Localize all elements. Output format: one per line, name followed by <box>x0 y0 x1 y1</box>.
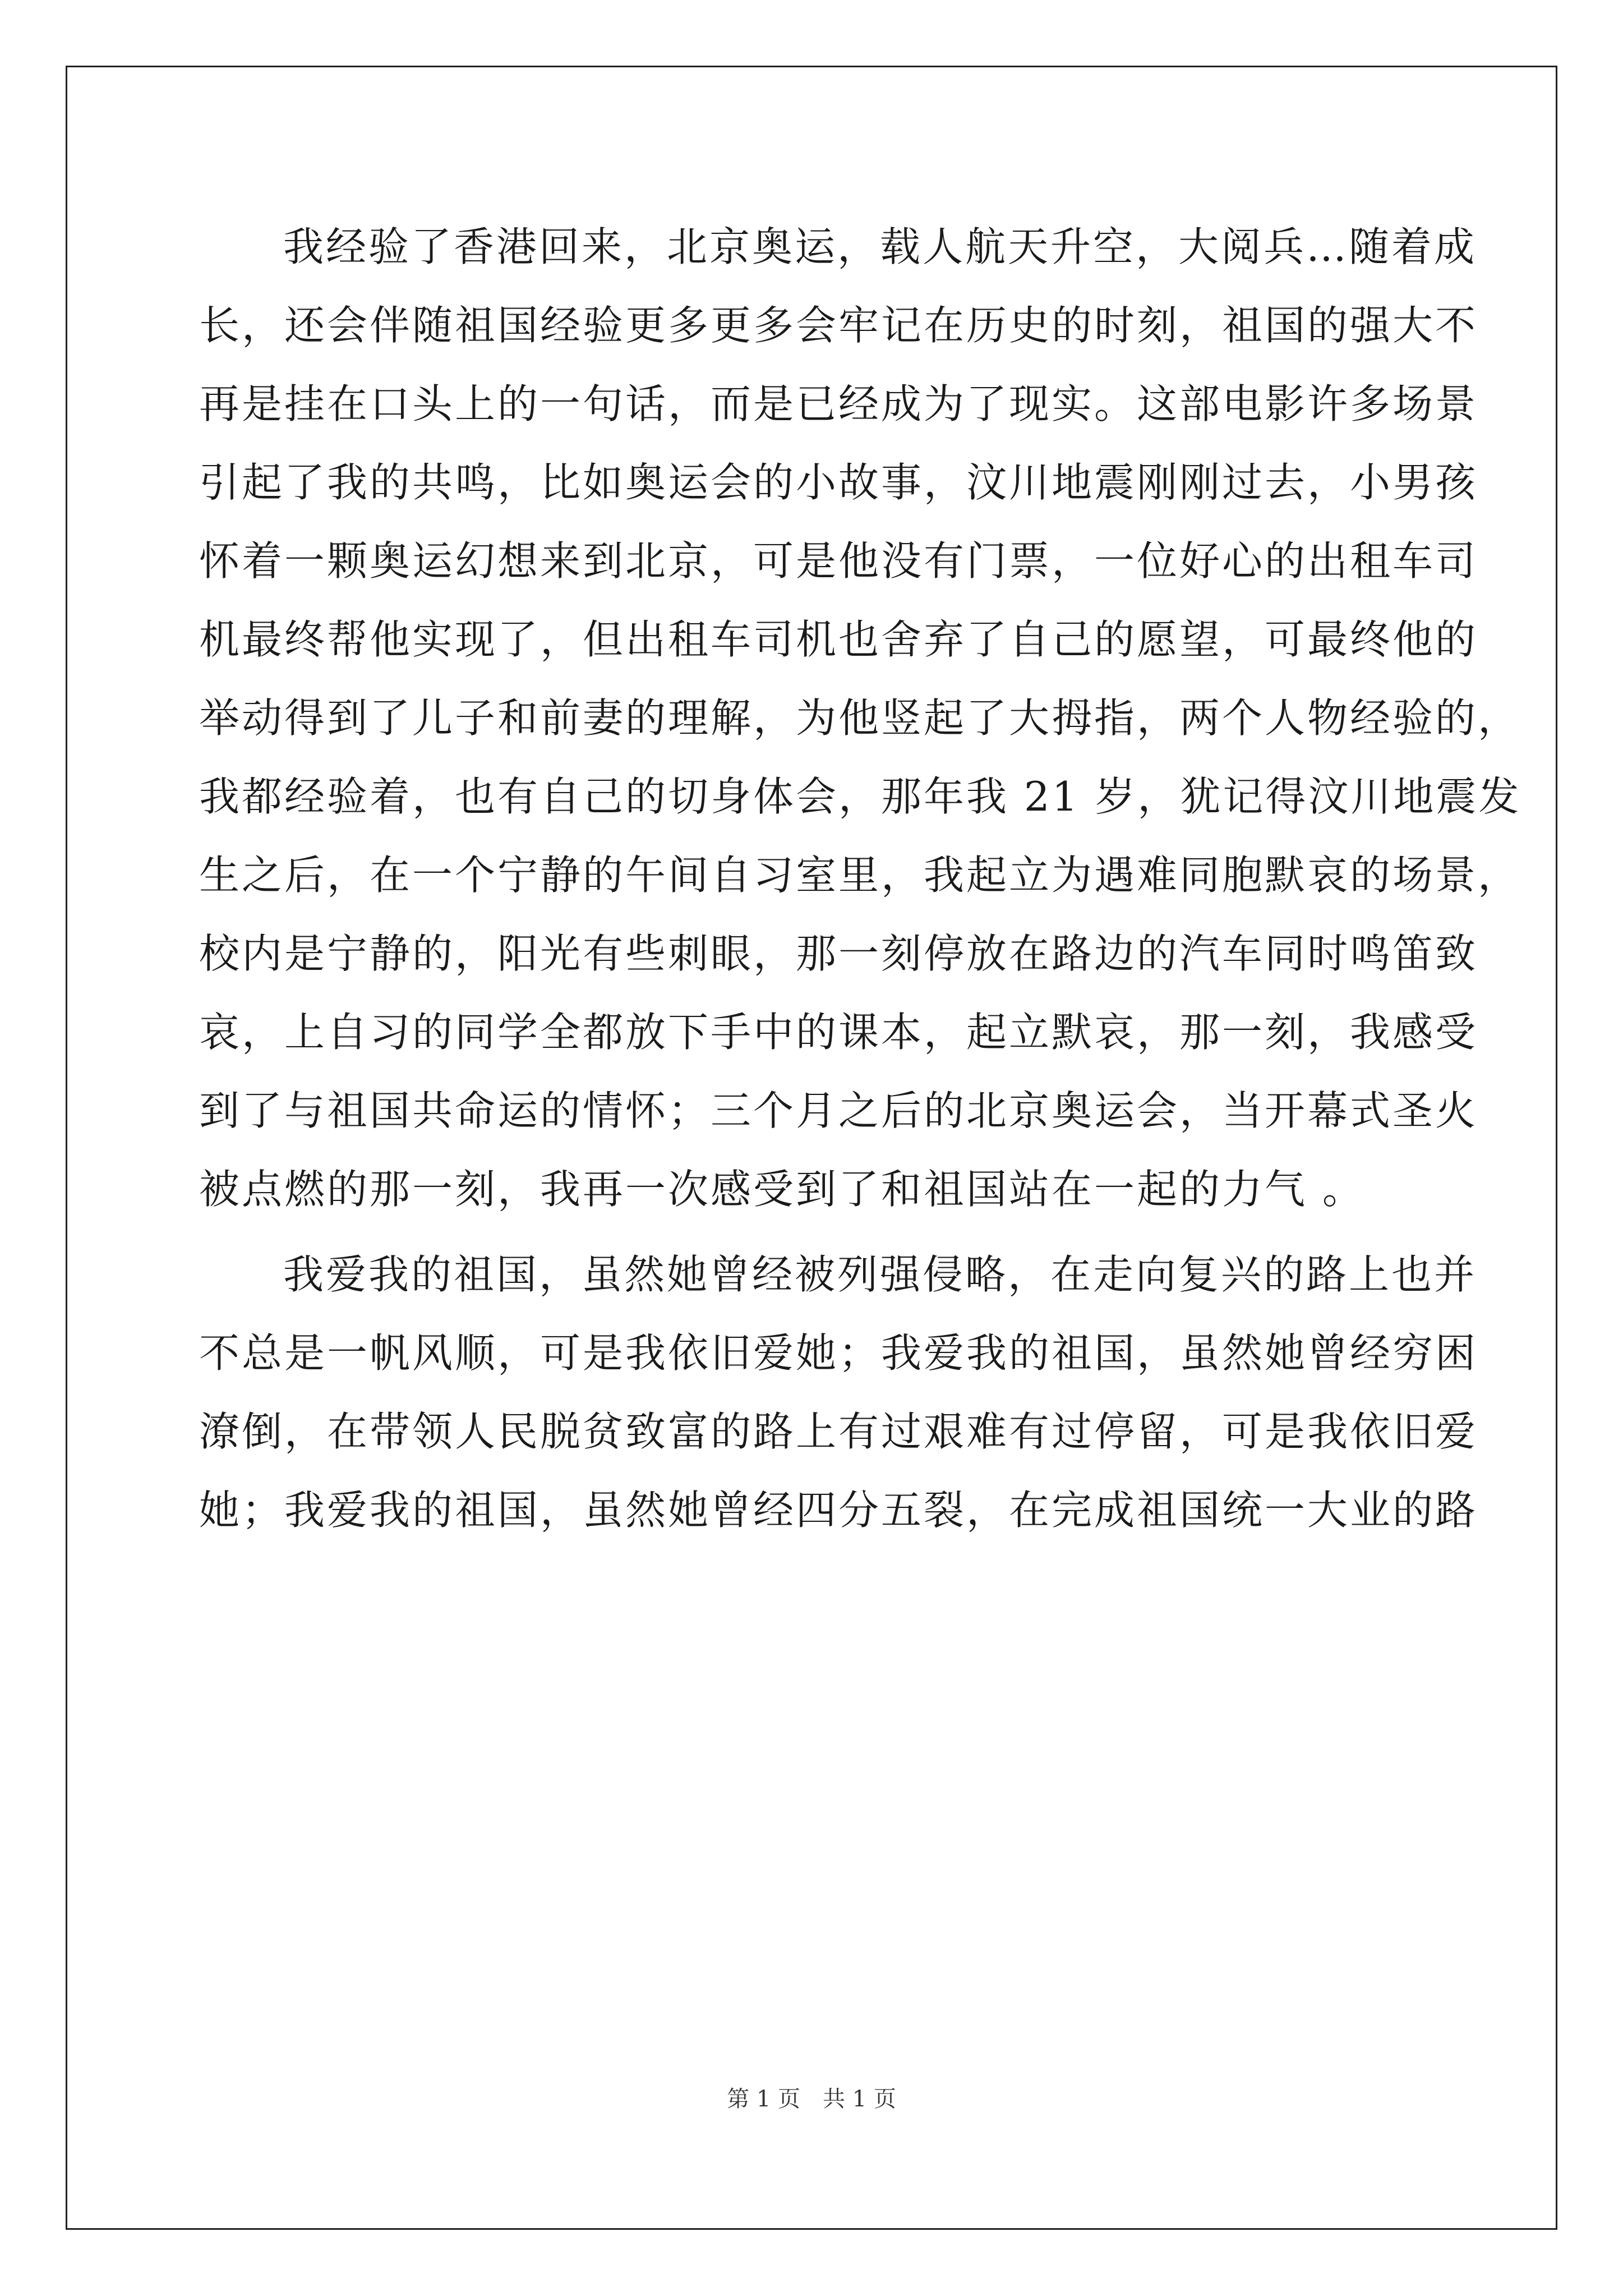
text-line: 不总是一帆风顺，可是我依旧爱她；我爱我的祖国，虽然她曾经穷困 <box>199 1329 1478 1377</box>
text-line: 到了与祖国共命运的情怀；三个月之后的北京奥运会，当开幕式圣火 <box>199 1087 1478 1134</box>
text-line: 我都经验着，也有自己的切身体会，那年我 21 岁，犹记得汶川地震发 <box>199 773 1521 820</box>
paragraph-1 <box>199 208 1521 1228</box>
paragraph-2 <box>199 1235 1478 1549</box>
text-line: 怀着一颗奥运幻想来到北京，可是他没有门票，一位好心的出租车司 <box>199 537 1478 585</box>
text-line: 哀，上自习的同学全都放下手中的课本，起立默哀，那一刻，我感受 <box>199 1009 1478 1056</box>
page-number-footer: 第 1 页 共 1 页 <box>727 2086 896 2112</box>
text-line: 举动得到了儿子和前妻的理解，为他竖起了大拇指，两个人物经验的， <box>199 694 1521 742</box>
text-line: 机最终帮他实现了，但出租车司机也舍弃了自己的愿望，可最终他的 <box>199 616 1478 663</box>
document-body <box>199 208 1521 1549</box>
text-line: 被点燃的那一刻，我再一次感受到了和祖国站在一起的力气 。 <box>199 1166 1365 1213</box>
text-line: 长，还会伴随祖国经验更多更多会牢记在历史的时刻，祖国的强大不 <box>199 302 1478 349</box>
text-line: 再是挂在口头上的一句话，而是已经成为了现实。这部电影许多场景 <box>199 380 1478 427</box>
text-line: 生之后，在一个宁静的午间自习室里，我起立为遇难同胞默哀的场景， <box>199 852 1521 899</box>
text-line: 她；我爱我的祖国，虽然她曾经四分五裂，在完成祖国统一大业的路 <box>199 1487 1478 1534</box>
text-line: 我爱我的祖国，虽然她曾经被列强侵略，在走向复兴的路上也并 <box>283 1251 1477 1298</box>
text-line: 潦倒，在带领人民脱贫致富的路上有过艰难有过停留，可是我依旧爱 <box>199 1408 1478 1455</box>
text-line: 引起了我的共鸣，比如奥运会的小故事，汶川地震刚刚过去，小男孩 <box>199 459 1478 506</box>
text-line: 校内是宁静的，阳光有些刺眼，那一刻停放在路边的汽车同时鸣笛致 <box>199 930 1478 977</box>
text-line: 我经验了香港回来，北京奥运，载人航天升空，大阅兵…随着成 <box>283 223 1477 270</box>
